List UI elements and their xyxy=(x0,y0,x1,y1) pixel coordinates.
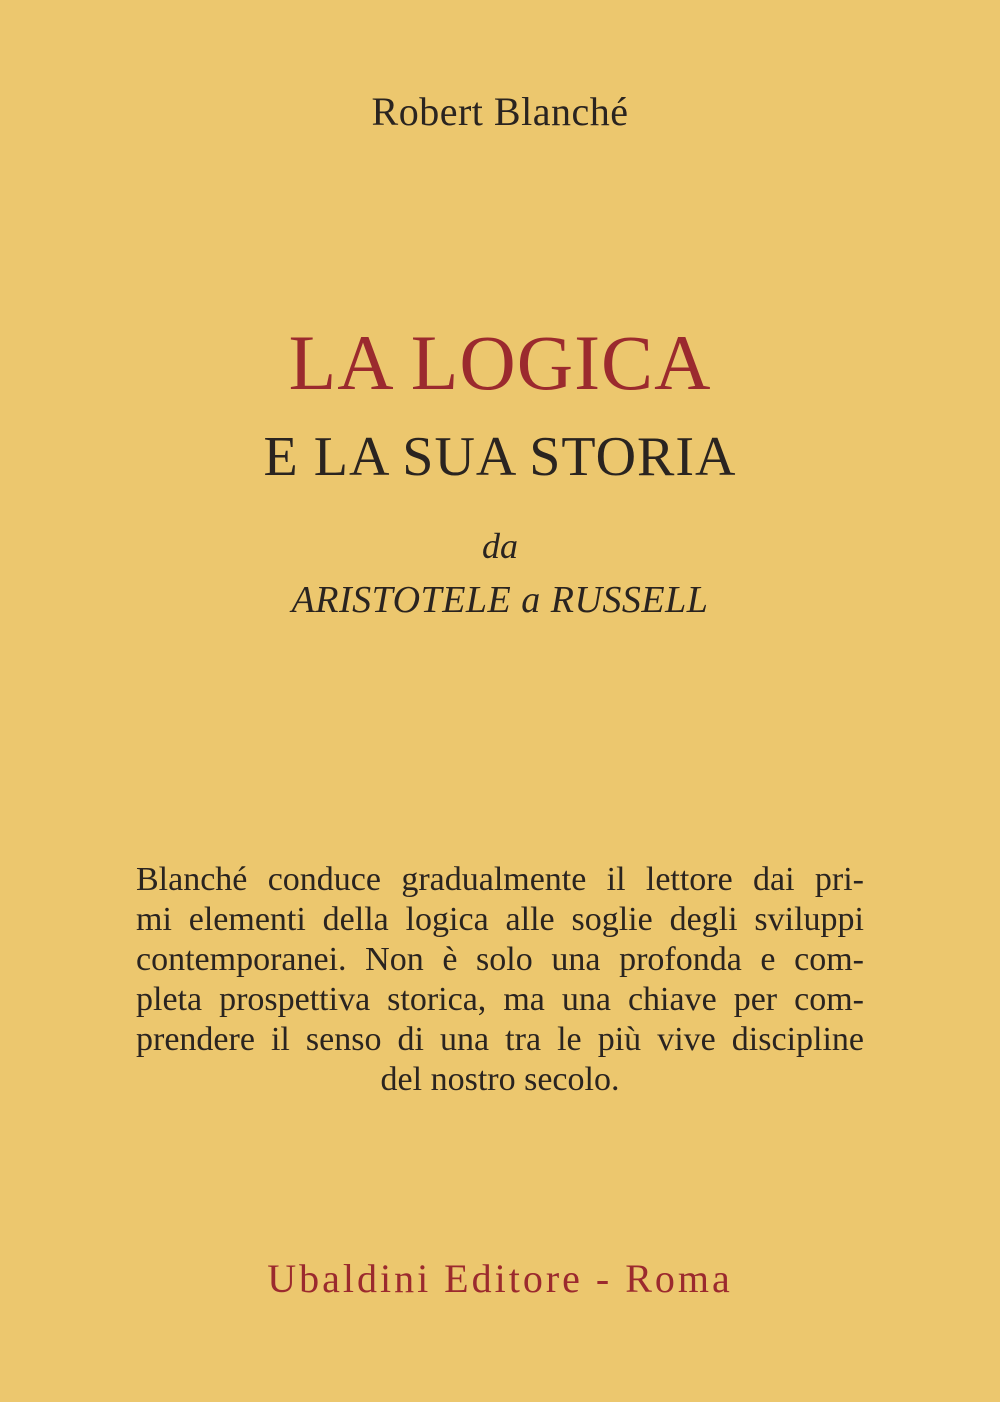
publisher-imprint: Ubaldini Editore - Roma xyxy=(267,1256,733,1301)
book-title: LA LOGICA xyxy=(288,319,712,406)
blurb-line: del nostro secolo. xyxy=(380,1061,620,1098)
author-name: Robert Blanché xyxy=(371,89,629,134)
blurb-line: mi elementi della logica alle soglie degli sviluppi xyxy=(136,901,864,938)
back-blurb xyxy=(136,860,864,1100)
blurb-line: pleta prospettiva storica, ma una chiave per com- xyxy=(136,981,864,1018)
book-subtitle: E LA SUA STORIA xyxy=(263,426,737,488)
historical-span: ARISTOTELE a RUSSELL xyxy=(291,579,709,621)
from-word: da xyxy=(482,526,518,566)
blurb-line: prendere il senso di una tra le più vive discipline xyxy=(136,1021,864,1058)
blurb-line: contemporanei. Non è solo una profonda e com- xyxy=(136,941,864,978)
blurb-line: Blanché conduce gradualmente il lettore dai pri- xyxy=(136,861,864,898)
